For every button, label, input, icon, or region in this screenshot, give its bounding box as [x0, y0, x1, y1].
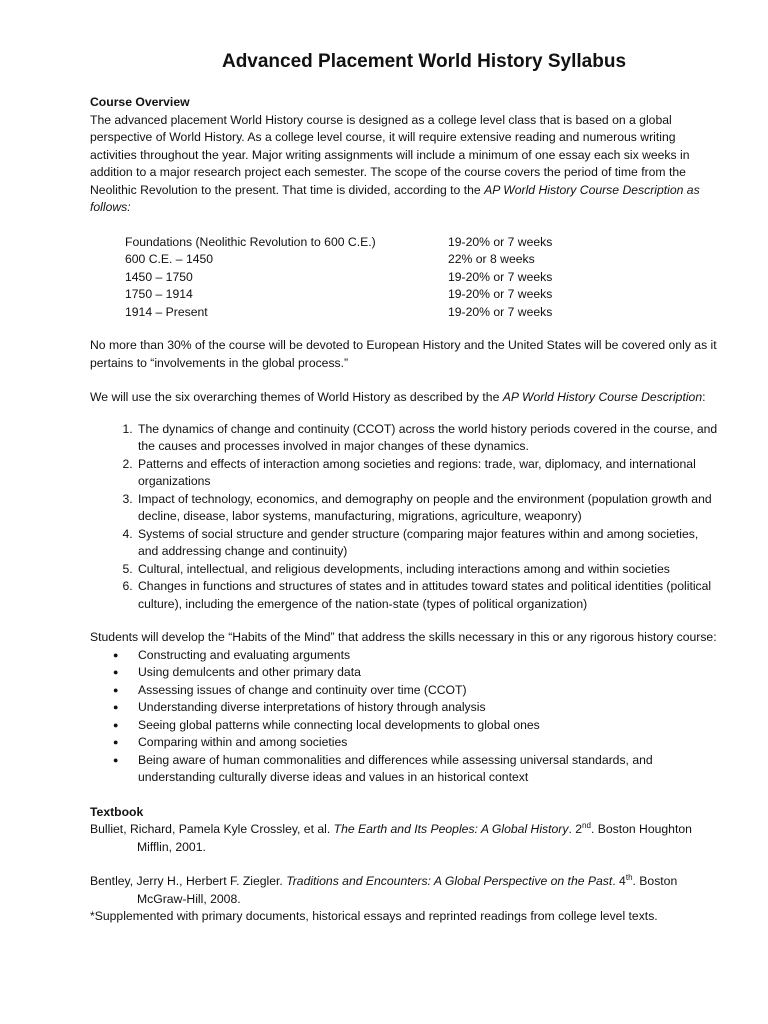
european-history-note: No more than 30% of the course will be devoted to European History and the United States will be covered only as it pertains to “involvements in the global process.”	[90, 338, 717, 370]
habit-text: Assessing issues of change and continuity over time (CCOT)	[138, 682, 467, 697]
habit-item	[113, 699, 718, 717]
habit-text: Understanding diverse interpretations of history through analysis	[138, 700, 486, 714]
themes-list	[90, 421, 718, 614]
citation-1-edition: . 2	[568, 822, 583, 836]
period-era: 600 C.E. – 1450	[125, 252, 214, 266]
citation-1-authors: Bulliet, Richard, Pamela Kyle Crossley, et al.	[90, 822, 334, 836]
textbook-section	[90, 804, 718, 926]
habit-text: Being aware of human commonalities and differences while assessing universal standards, and understanding culturally diverse ideas and values in an historical context	[138, 752, 653, 784]
habit-item	[113, 734, 718, 752]
period-era: 1914 – Present	[125, 304, 208, 319]
habit-text: Constructing and evaluating arguments	[138, 647, 351, 662]
citation-2-edition-suffix: th	[625, 872, 633, 882]
habit-text: Comparing within and among societies	[138, 735, 348, 749]
habits-intro: Students will develop the “Habits of the Mind” that address the skills necessary in this or any rigorous history course:	[90, 630, 717, 644]
citation-2-publisher: . Boston McGraw-Hill, 2008.	[137, 874, 678, 906]
supplement-note: *Supplemented with primary documents, historical essays and reprinted readings from college level texts.	[90, 909, 658, 923]
period-share: 19-20% or 7 weeks	[448, 269, 553, 284]
page-title: Advanced Placement World History Syllabus	[221, 51, 627, 72]
theme-item: 1. The dynamics of change and continuity (CCOT) across the world history periods covered in the course, and the causes and processes involved in major changes of these dynamics.	[136, 421, 718, 456]
habit-item	[113, 647, 718, 665]
citation-1-publisher: . Boston Houghton Mifflin, 2001.	[137, 822, 692, 854]
bullet-icon: ●	[113, 684, 119, 695]
citation-2-authors: Bentley, Jerry H., Herbert F. Ziegler.	[90, 874, 287, 888]
habits-list	[90, 647, 718, 787]
citation-2-title: Traditions and Encounters: A Global Perspective on the Past	[286, 874, 613, 888]
period-era: 1450 – 1750	[125, 269, 193, 284]
theme-item: 6. Changes in functions and structures of states and in attitudes toward states and political identities (political culture), including the emergence of the nation-state (types of political organization)	[136, 578, 718, 613]
bullet-icon: ●	[113, 737, 119, 747]
habit-item	[113, 664, 718, 682]
period-row	[125, 269, 552, 287]
course-description-reference: AP World History Course Description as follows:	[90, 182, 700, 214]
habit-text: Using demulcents and other primary data	[138, 665, 361, 679]
habit-item	[113, 717, 718, 735]
period-row	[125, 234, 552, 252]
habit-item	[113, 752, 718, 787]
period-share: 19-20% or 7 weeks	[448, 234, 553, 249]
theme-item: 3. Impact of technology, economics, and demography on people and the environment (population growth and decline, disease, labor systems, manufacturing, migrations, agriculture, weaponry)	[136, 491, 718, 526]
course-overview-section	[90, 94, 718, 217]
themes-intro-suffix: :	[702, 390, 706, 404]
themes-intro	[90, 389, 718, 407]
course-overview-body	[90, 112, 718, 217]
period-share: 19-20% or 7 weeks	[448, 287, 553, 301]
period-share: 19-20% or 7 weeks	[448, 304, 553, 319]
citation-2-edition: . 4	[612, 874, 626, 888]
theme-item: 4. Systems of social structure and gender structure (comparing major features within and among societies, and addressing change and continuity)	[136, 526, 718, 561]
citation-1-edition-suffix: nd	[582, 820, 591, 830]
course-overview-text: The advanced placement World History course is designed as a college level class that is based on a global perspective of World History. As a college level course, it will require extensive reading and numerous writing activities throughout the year. Major writing assignments will include a minimum of one essay each six weeks in addition to a major research project each semester. The scope of the course covers the period of time from the Neolithic Revolution to the present. That time is divided, according to the	[90, 112, 690, 197]
textbook-citation-1	[90, 821, 718, 856]
period-era: 1750 – 1914	[125, 287, 193, 301]
habit-item	[113, 682, 718, 700]
period-row	[125, 304, 552, 322]
period-era: Foundations (Neolithic Revolution to 600 C.E.)	[125, 234, 376, 249]
bullet-icon: ●	[113, 649, 119, 660]
period-row	[125, 286, 552, 304]
habit-text: Seeing global patterns while connecting local developments to global ones	[138, 717, 540, 732]
theme-item: 5. Cultural, intellectual, and religious developments, including interactions among and within societies	[136, 561, 718, 579]
bullet-icon: ●	[113, 667, 119, 677]
theme-item: 2. Patterns and effects of interaction among societies and regions: trade, war, diplomacy, and international organizations	[136, 456, 718, 491]
themes-intro-text: We will use the six overarching themes of World History as described by the	[90, 390, 503, 404]
textbook-citation-2	[90, 873, 718, 908]
bullet-icon: ●	[113, 719, 119, 730]
period-row	[125, 251, 552, 269]
bullet-icon: ●	[113, 754, 119, 765]
bullet-icon: ●	[113, 702, 119, 712]
course-overview-heading: Course Overview	[90, 95, 190, 109]
citation-1-title: The Earth and Its Peoples: A Global History	[333, 822, 569, 836]
textbook-heading: Textbook	[90, 804, 144, 819]
periods-table	[125, 234, 552, 322]
period-share: 22% or 8 weeks	[448, 252, 535, 266]
themes-intro-reference: AP World History Course Description	[502, 390, 703, 404]
